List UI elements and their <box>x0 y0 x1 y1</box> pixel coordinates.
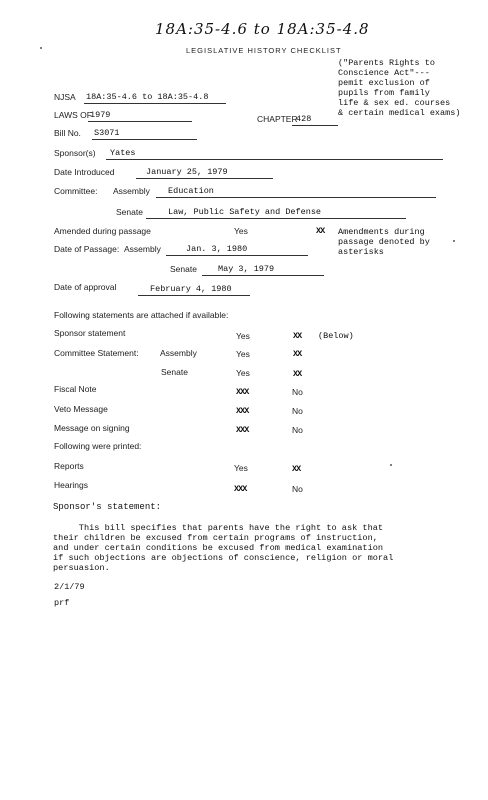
bill-no-value: S3071 <box>94 128 120 138</box>
committee-senate-value: Law, Public Safety and Defense <box>168 207 322 217</box>
fiscal-note-label: Fiscal Note <box>54 384 97 394</box>
bill-no-underline <box>92 139 197 140</box>
footer-date: 2/1/79 <box>54 582 85 592</box>
sponsor-label: Sponsor(s) <box>54 148 96 158</box>
committee-statement-senate-mark: XX <box>293 369 302 379</box>
committee-statement-assembly-yes: Yes <box>236 349 250 359</box>
passage-senate-label: Senate <box>170 264 197 274</box>
amended-note: Amendments during passage denoted by asterisks <box>338 227 430 257</box>
passage-assembly-underline <box>166 255 308 256</box>
veto-message-mark: XXX <box>236 406 249 416</box>
committee-assembly-underline <box>156 197 436 198</box>
passage-senate-underline <box>202 275 324 276</box>
date-of-approval-label: Date of approval <box>54 282 117 292</box>
message-on-signing-label: Message on signing <box>54 423 130 433</box>
side-note: ("Parents Rights to Conscience Act"--- pemit exclusion of pupils from family life & sex ed. courses & certain medical exams) <box>338 58 461 118</box>
committee-statement-label: Committee Statement: <box>54 348 139 358</box>
footer-initials: prf <box>54 598 70 608</box>
handwritten-statute-range: 18A:35-4.6 to 18A:35-4.8 <box>155 20 370 38</box>
committee-statement-senate-yes: Yes <box>236 368 250 378</box>
committee-assembly-label: Assembly <box>113 186 150 196</box>
date-of-approval-value: February 4, 1980 <box>150 284 232 294</box>
date-of-approval-underline <box>138 295 250 296</box>
committee-label: Committee: <box>54 186 98 196</box>
committee-statement-assembly: Assembly <box>160 348 197 358</box>
sponsor-statement-body: This bill specifies that parents have the right to ask that their children be excused from certain programs of instruction, and under certain conditions be excused from medical examination if such objections are objections of conscience, religion or moral persuasion. <box>53 523 394 573</box>
date-introduced-label: Date Introduced <box>54 167 115 177</box>
date-introduced-underline <box>136 178 273 179</box>
veto-message-label: Veto Message <box>54 404 108 414</box>
njsa-value: 18A:35-4.6 to 18A:35-4.8 <box>86 92 209 102</box>
sponsor-statement-extra: (Below) <box>318 331 354 341</box>
message-on-signing-no: No <box>292 425 303 435</box>
njsa-underline <box>84 103 226 104</box>
message-on-signing-mark: XXX <box>236 425 249 435</box>
sponsor-statement-mark: XX <box>293 331 302 341</box>
reports-label: Reports <box>54 461 84 471</box>
page-title: LEGISLATIVE HISTORY CHECKLIST <box>186 46 342 55</box>
reports-mark: XX <box>292 464 301 474</box>
chapter-underline <box>292 125 338 126</box>
date-of-passage-label: Date of Passage: <box>54 244 120 254</box>
committee-statement-senate: Senate <box>161 367 188 377</box>
chapter-label: CHAPTER <box>257 114 298 124</box>
laws-of-label: LAWS OF <box>54 110 92 120</box>
date-introduced-value: January 25, 1979 <box>146 167 228 177</box>
sponsor-statement-yes: Yes <box>236 331 250 341</box>
hearings-label: Hearings <box>54 480 89 490</box>
sponsor-statement-label: Sponsor statement <box>54 328 126 338</box>
veto-message-no: No <box>292 406 303 416</box>
committee-assembly-value: Education <box>168 186 214 196</box>
laws-of-underline <box>88 121 192 122</box>
hearings-mark: XXX <box>234 484 247 494</box>
printed-intro: Following were printed: <box>54 441 142 451</box>
amended-label: Amended during passage <box>54 226 151 236</box>
hearings-no: No <box>292 484 303 494</box>
bill-no-label: Bill No. <box>54 128 81 138</box>
scan-speck <box>390 464 392 466</box>
scan-speck <box>453 240 455 242</box>
chapter-value: 428 <box>296 114 312 124</box>
committee-senate-label: Senate <box>116 207 143 217</box>
fiscal-note-mark: XXX <box>236 387 249 397</box>
committee-senate-underline <box>146 218 406 219</box>
amended-yes: Yes <box>234 226 248 236</box>
reports-yes: Yes <box>234 463 248 473</box>
sponsor-value: Yates <box>110 148 136 158</box>
scan-speck <box>40 47 42 49</box>
sponsor-underline <box>106 159 443 160</box>
passage-senate-value: May 3, 1979 <box>218 264 275 274</box>
njsa-label: NJSA <box>54 92 76 102</box>
amended-mark: XX <box>316 226 325 236</box>
passage-assembly-value: Jan. 3, 1980 <box>186 244 248 254</box>
laws-of-value: 1979 <box>90 110 111 120</box>
passage-assembly-label: Assembly <box>124 244 161 254</box>
fiscal-note-no: No <box>292 387 303 397</box>
committee-statement-assembly-mark: XX <box>293 349 302 359</box>
sponsor-statement-heading: Sponsor's statement: <box>53 502 162 512</box>
statements-intro: Following statements are attached if available: <box>54 310 229 320</box>
